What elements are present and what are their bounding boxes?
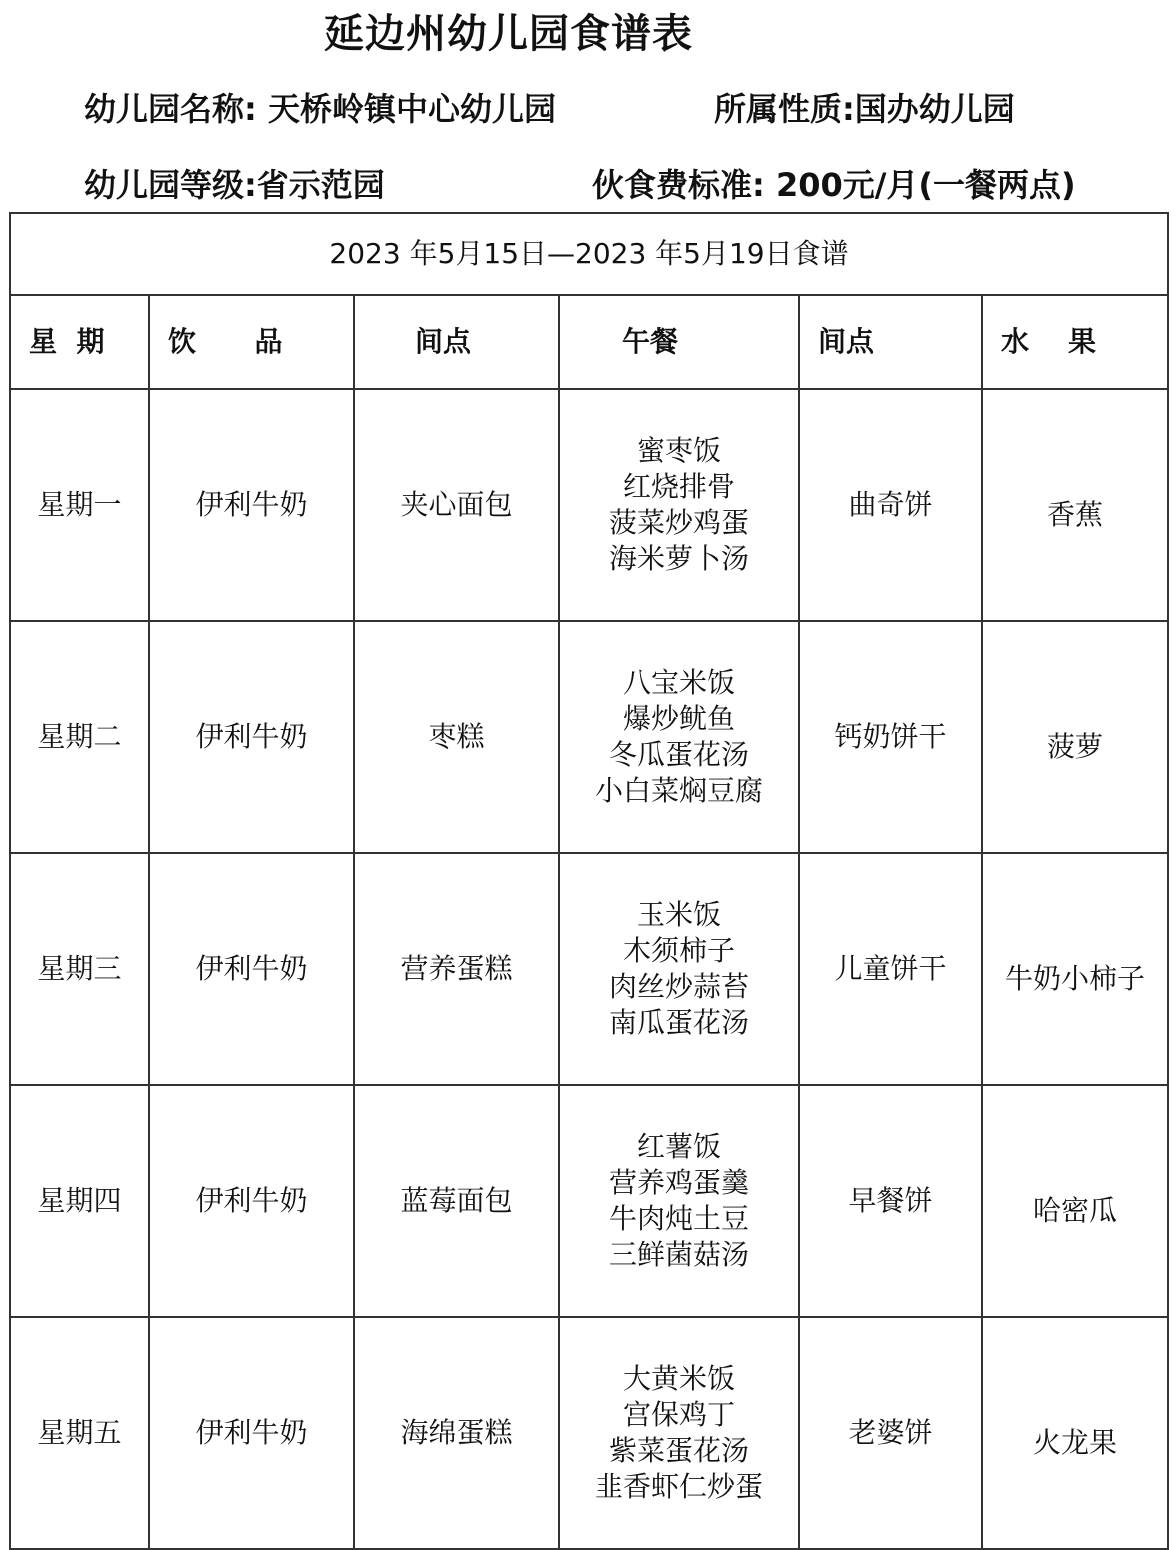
drink-cell: 伊利牛奶 bbox=[149, 853, 354, 1085]
lunch-item: 爆炒鱿鱼 bbox=[622, 702, 735, 735]
header-row bbox=[10, 295, 1168, 389]
lunch-item: 玉米饭 bbox=[636, 898, 721, 931]
drink-cell: 伊利牛奶 bbox=[149, 389, 354, 621]
day-cell: 星期五 bbox=[10, 1317, 149, 1549]
drink-cell: 伊利牛奶 bbox=[149, 621, 354, 853]
lunch-item: 小白菜焖豆腐 bbox=[594, 774, 763, 807]
header-lunch: 午餐 bbox=[559, 295, 799, 389]
fruit-cell: 菠萝 bbox=[982, 621, 1168, 853]
lunch-item: 南瓜蛋花汤 bbox=[608, 1006, 749, 1039]
kindergarten-nature: 所属性质:国办幼儿园 bbox=[714, 90, 1015, 128]
lunch-item: 海米萝卜汤 bbox=[608, 542, 749, 575]
snack-2-cell: 早餐饼 bbox=[799, 1085, 982, 1317]
fruit-cell: 火龙果 bbox=[982, 1317, 1168, 1549]
day-cell: 星期一 bbox=[10, 389, 149, 621]
lunch-item: 红薯饭 bbox=[636, 1130, 721, 1163]
lunch-item: 三鲜菌菇汤 bbox=[608, 1238, 749, 1271]
lunch-item: 营养鸡蛋羹 bbox=[608, 1166, 749, 1199]
header-day: 星 期 bbox=[10, 295, 149, 389]
day-cell: 星期三 bbox=[10, 853, 149, 1085]
lunch-cell bbox=[559, 389, 799, 621]
fruit-cell: 香蕉 bbox=[982, 389, 1168, 621]
table-row bbox=[10, 621, 1168, 853]
lunch-item: 紫菜蛋花汤 bbox=[608, 1434, 749, 1467]
snack-1-cell: 海绵蛋糕 bbox=[354, 1317, 559, 1549]
lunch-item: 宫保鸡丁 bbox=[622, 1398, 735, 1431]
lunch-item: 木须柿子 bbox=[622, 934, 735, 967]
lunch-item: 蜜枣饭 bbox=[636, 434, 721, 467]
meal-fee-standard: 伙食费标准: 200元/月(一餐两点) bbox=[592, 166, 1076, 204]
day-cell: 星期四 bbox=[10, 1085, 149, 1317]
lunch-cell bbox=[559, 853, 799, 1085]
lunch-item: 菠菜炒鸡蛋 bbox=[608, 506, 749, 539]
table-row bbox=[10, 1085, 1168, 1317]
header-drink: 饮 品 bbox=[149, 295, 354, 389]
snack-1-cell: 夹心面包 bbox=[354, 389, 559, 621]
header-snack-1: 间点 bbox=[354, 295, 559, 389]
header-snack-2: 间点 bbox=[799, 295, 982, 389]
header-fruit: 水 果 bbox=[982, 295, 1168, 389]
kindergarten-name: 幼儿园名称: 天桥岭镇中心幼儿园 bbox=[84, 90, 556, 128]
menu-period: 2023 年5月15日—2023 年5月19日食谱 bbox=[10, 213, 1168, 295]
table-row bbox=[10, 1317, 1168, 1549]
lunch-item: 牛肉炖土豆 bbox=[608, 1202, 749, 1235]
fruit-cell: 牛奶小柿子 bbox=[982, 853, 1168, 1085]
snack-1-cell: 枣糕 bbox=[354, 621, 559, 853]
page-title: 延边州幼儿园食谱表 bbox=[324, 11, 693, 57]
table-row bbox=[10, 389, 1168, 621]
table-row bbox=[10, 853, 1168, 1085]
lunch-item: 大黄米饭 bbox=[622, 1362, 735, 1395]
drink-cell: 伊利牛奶 bbox=[149, 1085, 354, 1317]
lunch-cell bbox=[559, 621, 799, 853]
snack-1-cell: 蓝莓面包 bbox=[354, 1085, 559, 1317]
lunch-item: 冬瓜蛋花汤 bbox=[608, 738, 749, 771]
lunch-cell bbox=[559, 1317, 799, 1549]
lunch-item: 八宝米饭 bbox=[622, 666, 735, 699]
snack-1-cell: 营养蛋糕 bbox=[354, 853, 559, 1085]
drink-cell: 伊利牛奶 bbox=[149, 1317, 354, 1549]
lunch-item: 红烧排骨 bbox=[622, 470, 735, 503]
lunch-cell bbox=[559, 1085, 799, 1317]
snack-2-cell: 曲奇饼 bbox=[799, 389, 982, 621]
snack-2-cell: 儿童饼干 bbox=[799, 853, 982, 1085]
lunch-item: 韭香虾仁炒蛋 bbox=[594, 1470, 763, 1503]
period-row bbox=[10, 213, 1168, 295]
snack-2-cell: 钙奶饼干 bbox=[799, 621, 982, 853]
menu-table bbox=[9, 212, 1169, 1550]
fruit-cell: 哈密瓜 bbox=[982, 1085, 1168, 1317]
snack-2-cell: 老婆饼 bbox=[799, 1317, 982, 1549]
day-cell: 星期二 bbox=[10, 621, 149, 853]
kindergarten-level: 幼儿园等级:省示范园 bbox=[84, 166, 385, 204]
lunch-item: 肉丝炒蒜苔 bbox=[608, 970, 749, 1003]
